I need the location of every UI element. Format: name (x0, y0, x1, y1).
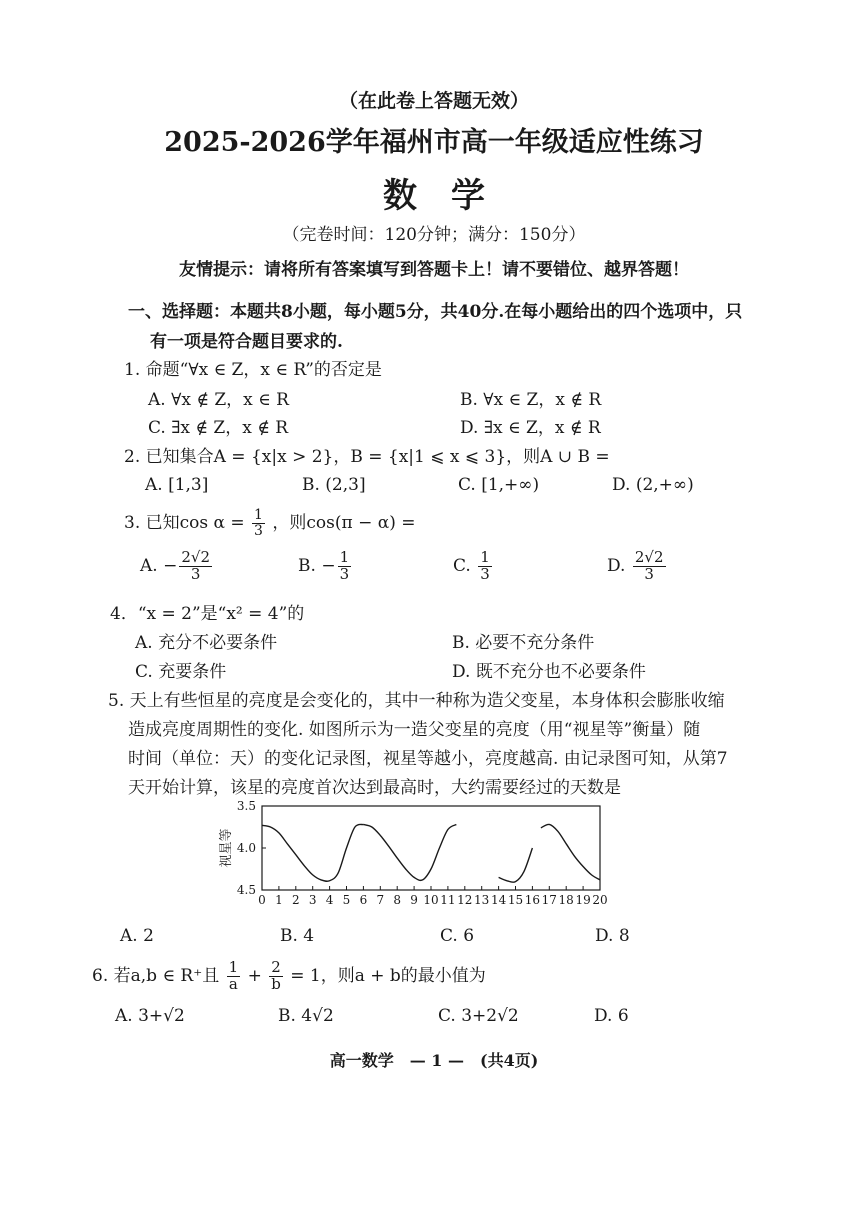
question-2-stem: 2. 已知集合A = {x|x > 2}，B = {x|1 ⩽ x ⩽ 3}，则A ∪ B = (124, 447, 610, 467)
y-tick-label: 4.5 (236, 883, 256, 897)
q3-b-label: B. (298, 555, 316, 576)
magnitude-curve-segment-3 (499, 848, 533, 882)
q3-c-fraction (478, 550, 492, 583)
q6-f1-num: 1 (228, 958, 239, 976)
q6-option-d: D. 6 (594, 1006, 629, 1026)
question-5-line-2: 造成亮度周期性的变化. 如图所示为一造父变星的亮度（用“视星等”衡量）随 (128, 720, 701, 740)
q3-option-a (140, 550, 214, 583)
q5-option-a: A. 2 (120, 926, 154, 946)
magnitude-chart (210, 798, 620, 918)
q5-option-c: C. 6 (440, 926, 475, 946)
q2-option-d: D. (2,+∞) (612, 475, 694, 495)
q1-option-a: A. ∀x ∉ Z，x ∈ R (148, 390, 289, 410)
q4-option-c: C. 充要条件 (135, 662, 227, 682)
q3-stem-pre: 3. 已知cos α = (124, 513, 245, 533)
q6-stem-pre: 6. 若a,b ∈ R⁺且 (92, 965, 220, 986)
x-tick-label: 18 (558, 893, 574, 907)
chart-plot-frame (262, 806, 600, 890)
question-5-line-3: 时间（单位：天）的变化记录图，视星等越小，亮度越高. 由记录图可知，从第7 (128, 749, 728, 769)
q3-b-den: 3 (339, 564, 350, 583)
question-1-stem: 1. 命题“∀x ∈ Z，x ∈ R”的否定是 (124, 360, 382, 380)
y-axis-label: 视星等 (219, 828, 234, 868)
y-tick-label: 3.5 (236, 799, 256, 813)
q3-stem-fraction (252, 508, 265, 538)
q3-stem-num: 1 (254, 507, 263, 524)
q6-f2-num: 2 (269, 960, 283, 977)
q6-f1-den: a (228, 974, 238, 993)
q3-stem-den: 3 (254, 523, 263, 539)
x-tick-label: 5 (342, 893, 351, 907)
q6-fraction-2 (269, 960, 283, 993)
x-tick-label: 15 (507, 893, 524, 907)
q4-option-b: B. 必要不充分条件 (452, 633, 595, 653)
q3-d-label: D. (607, 555, 626, 576)
exam-title: 2025-2026学年福州市高一年级适应性练习 (164, 127, 704, 158)
subject-title: 数 学 (383, 176, 485, 216)
q6-option-a: A. 3+√2 (115, 1006, 185, 1026)
q6-fraction-1 (227, 960, 241, 993)
q1-option-b: B. ∀x ∈ Z，x ∉ R (460, 390, 602, 410)
q3-a-fraction (179, 550, 212, 583)
q3-option-b (298, 550, 353, 583)
x-tick-label: 13 (474, 893, 490, 907)
q3-option-c (453, 550, 494, 583)
q3-b-fraction (338, 550, 352, 583)
x-tick-label: 11 (440, 893, 456, 907)
q3-c-label: C. (453, 555, 471, 576)
section-heading: 一、选择题：本题共8小题，每小题5分，共40分.在每小题给出的四个选项中，只 (128, 302, 743, 322)
q2-option-c: C. [1,+∞) (458, 475, 540, 495)
x-tick-label: 7 (376, 893, 385, 907)
x-tick-label: 19 (575, 893, 591, 907)
q3-a-label: A. (140, 555, 158, 576)
question-5-line-1: 5. 天上有些恒星的亮度是会变化的，其中一种称为造父变星，本身体积会膨胀收缩 (108, 691, 725, 711)
q3-stem-post: ，则cos(π − α) = (272, 513, 416, 533)
y-tick-label: 4.0 (236, 841, 256, 855)
q1-option-c: C. ∃x ∉ Z，x ∉ R (148, 418, 289, 438)
question-4-stem: 4．“x = 2”是“x² = 4”的 (110, 604, 305, 624)
x-tick-label: 9 (410, 893, 418, 907)
q3-a-num: 2√2 (181, 548, 210, 566)
q3-d-den: 3 (644, 564, 654, 583)
q4-option-a: A. 充分不必要条件 (135, 633, 278, 653)
q4-option-d: D. 既不充分也不必要条件 (452, 662, 646, 682)
q3-option-d (607, 550, 668, 583)
magnitude-curve-segment-2 (363, 824, 456, 880)
question-5-line-4: 天开始计算，该星的亮度首次达到最高时，大约需要经过的天数是 (128, 778, 621, 798)
x-tick-label: 6 (359, 893, 368, 907)
q3-a-sign: − (163, 555, 178, 576)
section-heading-cont: 有一项是符合题目要求的. (150, 332, 343, 352)
x-tick-label: 1 (275, 893, 283, 907)
q5-option-b: B. 4 (280, 926, 315, 946)
q3-d-fraction (633, 550, 666, 583)
friendly-tip: 友情提示：请将所有答案填写到答题卡上！请不要错位、越界答题！ (179, 260, 689, 280)
x-tick-label: 12 (457, 893, 473, 907)
q5-option-d: D. 8 (595, 926, 630, 946)
q6-option-b: B. 4√2 (278, 1006, 334, 1026)
q6-stem-post: = 1，则a + b的最小值为 (290, 965, 486, 986)
question-6-stem (92, 960, 486, 993)
x-tick-label: 3 (308, 893, 317, 907)
magnitude-curve-segment-4 (541, 824, 600, 880)
page-footer: 高一数学 — 1 — (共4页) (329, 1051, 539, 1070)
q6-option-c: C. 3+2√2 (438, 1006, 519, 1026)
q3-d-num: 2√2 (634, 548, 664, 566)
time-info: （完卷时间：120分钟；满分：150分） (282, 225, 586, 245)
x-tick-label: 8 (393, 893, 402, 907)
question-3-stem (124, 508, 415, 539)
x-tick-label: 17 (541, 893, 557, 907)
x-tick-label: 20 (592, 893, 608, 907)
x-tick-label: 2 (291, 893, 300, 907)
notice: （在此卷上答题无效） (338, 90, 529, 112)
q3-c-num: 1 (480, 548, 490, 566)
q6-plus: + (247, 965, 262, 986)
x-tick-label: 4 (325, 893, 334, 907)
x-tick-label: 14 (490, 893, 507, 907)
q2-option-a: A. [1,3] (145, 475, 209, 495)
q3-c-den: 3 (480, 564, 490, 583)
q2-option-b: B. (2,3] (302, 475, 366, 495)
q1-option-d: D. ∃x ∈ Z，x ∉ R (460, 418, 601, 438)
x-tick-label: 16 (524, 893, 541, 907)
q3-b-sign: − (321, 555, 336, 576)
x-tick-label: 0 (258, 893, 266, 907)
x-tick-label: 10 (423, 893, 439, 907)
q6-f2-den: b (271, 974, 281, 993)
magnitude-curve-segment-1 (262, 824, 363, 881)
q3-b-num: 1 (339, 548, 350, 566)
q3-a-den: 3 (190, 564, 201, 583)
